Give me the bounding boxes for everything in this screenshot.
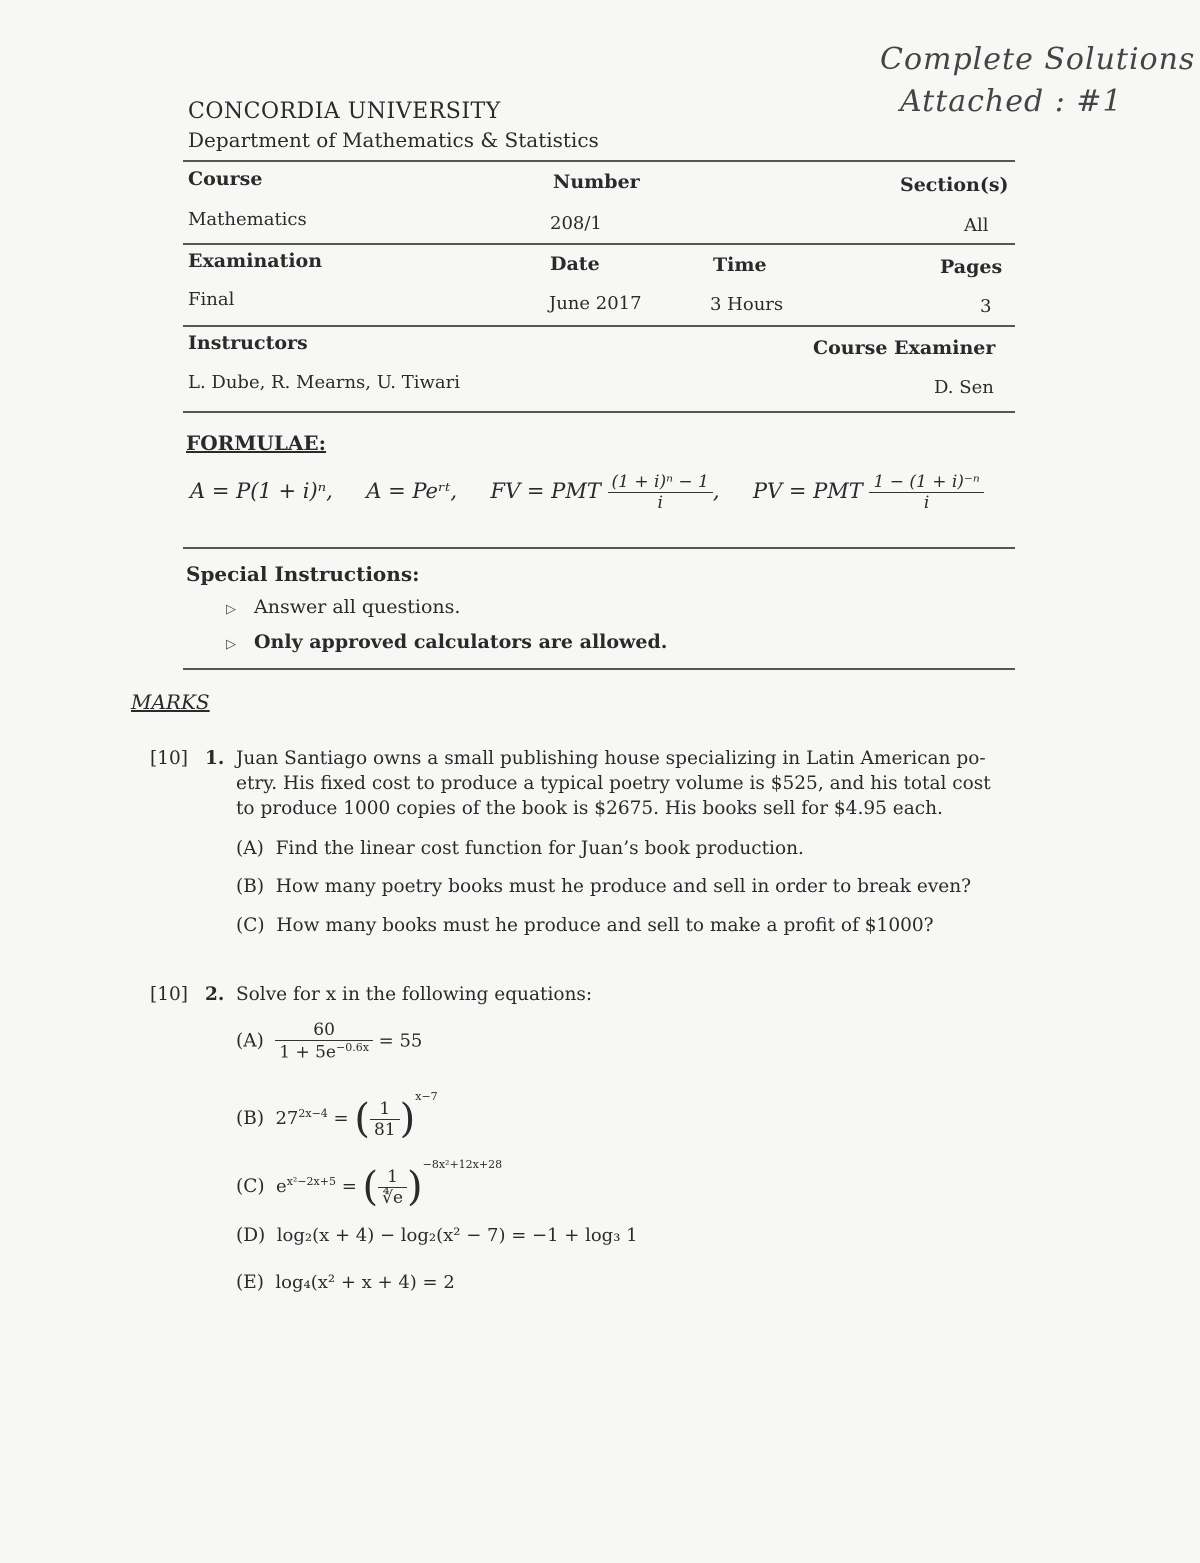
part-label: (A) (236, 838, 264, 859)
header-rule (183, 160, 1015, 162)
q2c-fraction (378, 1167, 407, 1208)
pv-numerator: 1 − (1 + i)⁻ⁿ (869, 472, 983, 493)
number-label: Number (553, 171, 640, 193)
instruction-text: Answer all questions. (254, 596, 461, 618)
triangle-bullet-icon: ▷ (226, 602, 236, 617)
q2-intro: Solve for x in the following equations: (236, 984, 593, 1005)
continuous-interest-formula: A = Peʳᵗ, (366, 479, 458, 503)
pv-formula-fraction (869, 472, 983, 513)
part-label: (C) (236, 1176, 265, 1197)
fv-formula-lhs: FV = PMT (490, 479, 601, 503)
date-value: June 2017 (549, 293, 642, 314)
right-paren-icon: ) (407, 1164, 423, 1210)
instructors-rule (183, 411, 1015, 413)
q2d-equation: log₂(x + 4) − log₂(x² − 7) = −1 + log₃ 1 (276, 1225, 638, 1246)
number-value: 208/1 (550, 213, 602, 234)
q2b-exp: 2x−4 (298, 1107, 328, 1120)
q2c-equals: = (341, 1176, 357, 1197)
q2-number: 2. (205, 984, 225, 1005)
time-label: Time (713, 254, 767, 276)
handwritten-note-line2: Attached : #1 (900, 84, 1123, 119)
instruction-item (226, 631, 667, 653)
q2c-base: e (276, 1176, 287, 1197)
q2c-denominator: ∜e (382, 1187, 404, 1208)
q2b-numerator: 1 (370, 1099, 400, 1120)
sections-label: Section(s) (900, 174, 1009, 196)
q2b-outer-exp: x−7 (415, 1090, 438, 1103)
q1-part-a (236, 838, 804, 859)
course-label: Course (188, 168, 263, 190)
q1-number: 1. (205, 748, 225, 769)
exam-rule (183, 325, 1015, 327)
instructors-value: L. Dube, R. Mearns, U. Tiwari (188, 372, 460, 393)
date-label: Date (550, 253, 600, 275)
instructors-label: Instructors (188, 332, 308, 354)
fv-denominator: i (657, 493, 663, 513)
triangle-bullet-icon: ▷ (226, 637, 236, 652)
part-label: (C) (236, 915, 265, 936)
left-paren-icon: ( (362, 1164, 379, 1210)
q2b-denominator: 81 (373, 1119, 396, 1140)
left-paren-icon: ( (354, 1096, 370, 1142)
university-name: CONCORDIA UNIVERSITY (188, 99, 501, 124)
q1-line: etry. His fixed cost to produce a typical poetry volume is $525, and his total cost (236, 773, 991, 794)
course-value: Mathematics (188, 209, 307, 230)
q2-part-b (236, 1090, 438, 1140)
department-name: Department of Mathematics & Statistics (188, 128, 599, 152)
q1-marks: [10] (150, 748, 188, 769)
marks-title: MARKS (131, 690, 210, 714)
handwritten-note-line1: Complete Solutions (880, 42, 1196, 77)
q2-part-c (236, 1158, 502, 1208)
q2a-den-exp: −0.6x (336, 1041, 369, 1054)
part-label: (D) (236, 1225, 266, 1246)
formulae-line: A = P(1 + i)ⁿ, A = Peʳᵗ, FV = PMT $\frac{\text{(1 + i)ⁿ − 1}}{i}$ , PV = PMT $\frac{\text{1 − (1 + i)⁻ⁿ}}{i}$ (190, 472, 984, 513)
sections-value: All (964, 215, 989, 236)
q2-part-d (236, 1225, 638, 1246)
compound-interest-formula: A = P(1 + i)ⁿ, (190, 479, 333, 503)
q2a-denominator (275, 1041, 373, 1063)
formulae-rule (183, 547, 1015, 549)
instruction-item (226, 596, 460, 618)
part-text: Find the linear cost function for Juan’s book production. (275, 838, 804, 859)
q2a-den-base: 1 + 5e (279, 1042, 336, 1063)
q1-part-b (236, 876, 971, 897)
formulae-title: FORMULAE: (186, 431, 327, 455)
pv-denominator: i (923, 493, 930, 513)
time-value: 3 Hours (710, 294, 784, 315)
q2c-numerator: 1 (378, 1167, 407, 1188)
q2b-fraction (370, 1099, 400, 1140)
exam-label: Examination (188, 250, 323, 272)
q1-line: to produce 1000 copies of the book is $2675. His books sell for $4.95 each. (236, 798, 943, 819)
pv-formula-lhs: PV = PMT (752, 479, 863, 503)
part-label: (A) (236, 1030, 264, 1052)
q2a-fraction (275, 1020, 373, 1063)
q1-text (236, 746, 1016, 821)
part-label: (B) (236, 876, 265, 897)
fv-formula-fraction (608, 472, 713, 513)
examiner-value: D. Sen (934, 377, 994, 398)
instructions-rule (183, 668, 1015, 670)
course-rule (183, 243, 1015, 245)
q2e-equation: log₄(x² + x + 4) = 2 (275, 1272, 455, 1293)
q2a-numerator: 60 (275, 1020, 373, 1041)
q2-part-a (236, 1020, 422, 1063)
fv-numerator: (1 + i)ⁿ − 1 (608, 472, 713, 493)
q1-part-c (236, 915, 934, 936)
q2c-exp: x²−2x+5 (286, 1175, 336, 1188)
part-label: (E) (236, 1272, 264, 1293)
q2c-outer-exp: −8x²+12x+28 (422, 1158, 503, 1171)
q2a-rhs: = 55 (378, 1030, 423, 1052)
right-paren-icon: ) (399, 1096, 416, 1142)
part-text: How many poetry books must he produce and sell in order to break even? (275, 876, 972, 897)
q1-line: Juan Santiago owns a small publishing house specializing in Latin American po- (236, 748, 986, 769)
q2-marks: [10] (150, 984, 188, 1005)
q2-part-e (236, 1272, 455, 1293)
q2b-base: 27 (275, 1108, 299, 1129)
special-instructions-title: Special Instructions: (186, 562, 420, 586)
pages-value: 3 (980, 296, 992, 317)
instruction-text: Only approved calculators are allowed. (254, 631, 668, 653)
examiner-label: Course Examiner (813, 337, 996, 359)
q2b-equals: = (333, 1108, 349, 1129)
exam-value: Final (188, 289, 235, 310)
part-text: How many books must he produce and sell to make a profit of $1000? (276, 915, 934, 936)
part-label: (B) (236, 1108, 265, 1129)
pages-label: Pages (940, 256, 1003, 278)
